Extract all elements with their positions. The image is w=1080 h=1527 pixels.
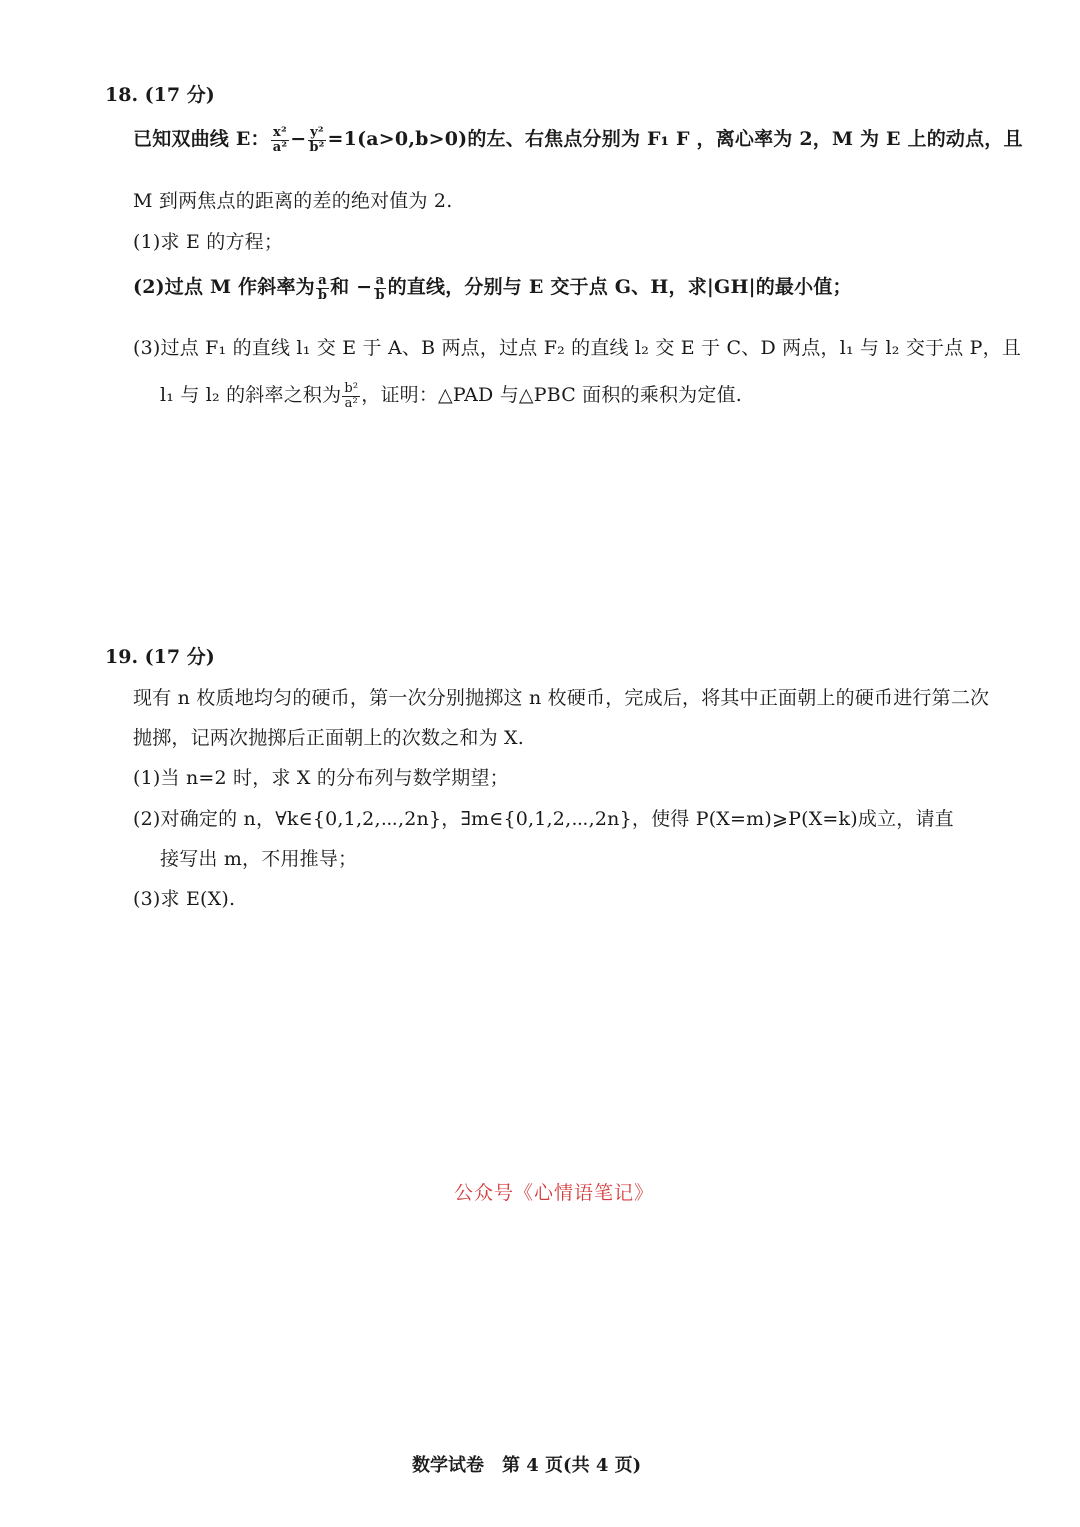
q18-part3-line2 — [160, 380, 742, 410]
q18-fraction-y2-b2 — [307, 126, 326, 154]
frac-numerator: a — [318, 272, 327, 288]
q18-part2-fraction-a-b — [316, 274, 329, 302]
q18-part2 — [133, 272, 852, 302]
q18-intro-minus: − — [290, 128, 307, 150]
frac-denominator: b² — [309, 139, 325, 155]
frac-denominator: b — [317, 287, 328, 303]
q19-part2-line2: 接写出 m，不用推导； — [160, 848, 358, 870]
q18-intro-text-2: =1(a>0,b>0)的左、右焦点分别为 F₁ F ，离心率为 2，M 为 E 上的动点，且 — [327, 128, 1023, 150]
q18-intro-line1 — [133, 124, 1023, 154]
frac-denominator: b — [375, 287, 385, 303]
q19-part2-line1: (2)对确定的 n，∀k∈{0,1,2,⋯,2n}，∃m∈{0,1,2,⋯,2n}，使得 P(X=m)⩾P(X=k)成立，请直 — [133, 808, 954, 830]
q18-part3-fraction-b2-a2 — [342, 382, 360, 410]
frac-denominator: a² — [344, 395, 358, 411]
q19-part1: (1)当 n=2 时，求 X 的分布列与数学期望； — [133, 767, 509, 789]
frac-denominator: a² — [272, 139, 288, 155]
q18-part1: (1)求 E 的方程； — [133, 231, 284, 253]
q18-fraction-x2-a2 — [271, 126, 290, 154]
q18-part3-line1: (3)过点 F₁ 的直线 l₁ 交 E 于 A、B 两点，过点 F₂ 的直线 l₂ 交 E 于 C、D 两点，l₁ 与 l₂ 交于点 P，且 — [133, 337, 1022, 359]
q18-part3-text-1: l₁ 与 l₂ 的斜率之积为 — [160, 384, 342, 406]
watermark-text: 公众号《心情语笔记》 — [454, 1182, 655, 1204]
page-footer: 数学试卷 第 4 页(共 4 页) — [412, 1455, 642, 1476]
q18-part2-fraction-a-b-neg — [373, 274, 386, 302]
q18-part2-text-3: 的直线，分别与 E 交于点 G、H，求|GH|的最小值； — [387, 276, 852, 298]
q18-part2-text-2: 和 − — [330, 276, 373, 298]
q18-part2-text-1: (2)过点 M 作斜率为 — [133, 276, 315, 298]
q19-intro-line2: 抛掷，记两次抛掷后正面朝上的次数之和为 X. — [133, 727, 525, 749]
q19-header: 19. (17 分) — [105, 646, 215, 668]
q18-intro-line2: M 到两焦点的距离的差的绝对值为 2. — [133, 190, 453, 212]
q18-part3-text-2: ，证明：△PAD 与△PBC 面积的乘积为定值. — [361, 384, 743, 406]
frac-numerator: a — [375, 272, 385, 288]
q19-intro-line1: 现有 n 枚质地均匀的硬币，第一次分别抛掷这 n 枚硬币，完成后，将其中正面朝上的硬币进行第二次 — [133, 687, 990, 709]
frac-numerator: b² — [344, 380, 359, 396]
frac-numerator: x² — [273, 124, 287, 140]
q18-header: 18. (17 分) — [105, 84, 215, 106]
q18-intro-text-1: 已知双曲线 E： — [133, 128, 270, 150]
frac-numerator: y² — [310, 124, 324, 140]
q19-part3: (3)求 E(X). — [133, 888, 236, 910]
